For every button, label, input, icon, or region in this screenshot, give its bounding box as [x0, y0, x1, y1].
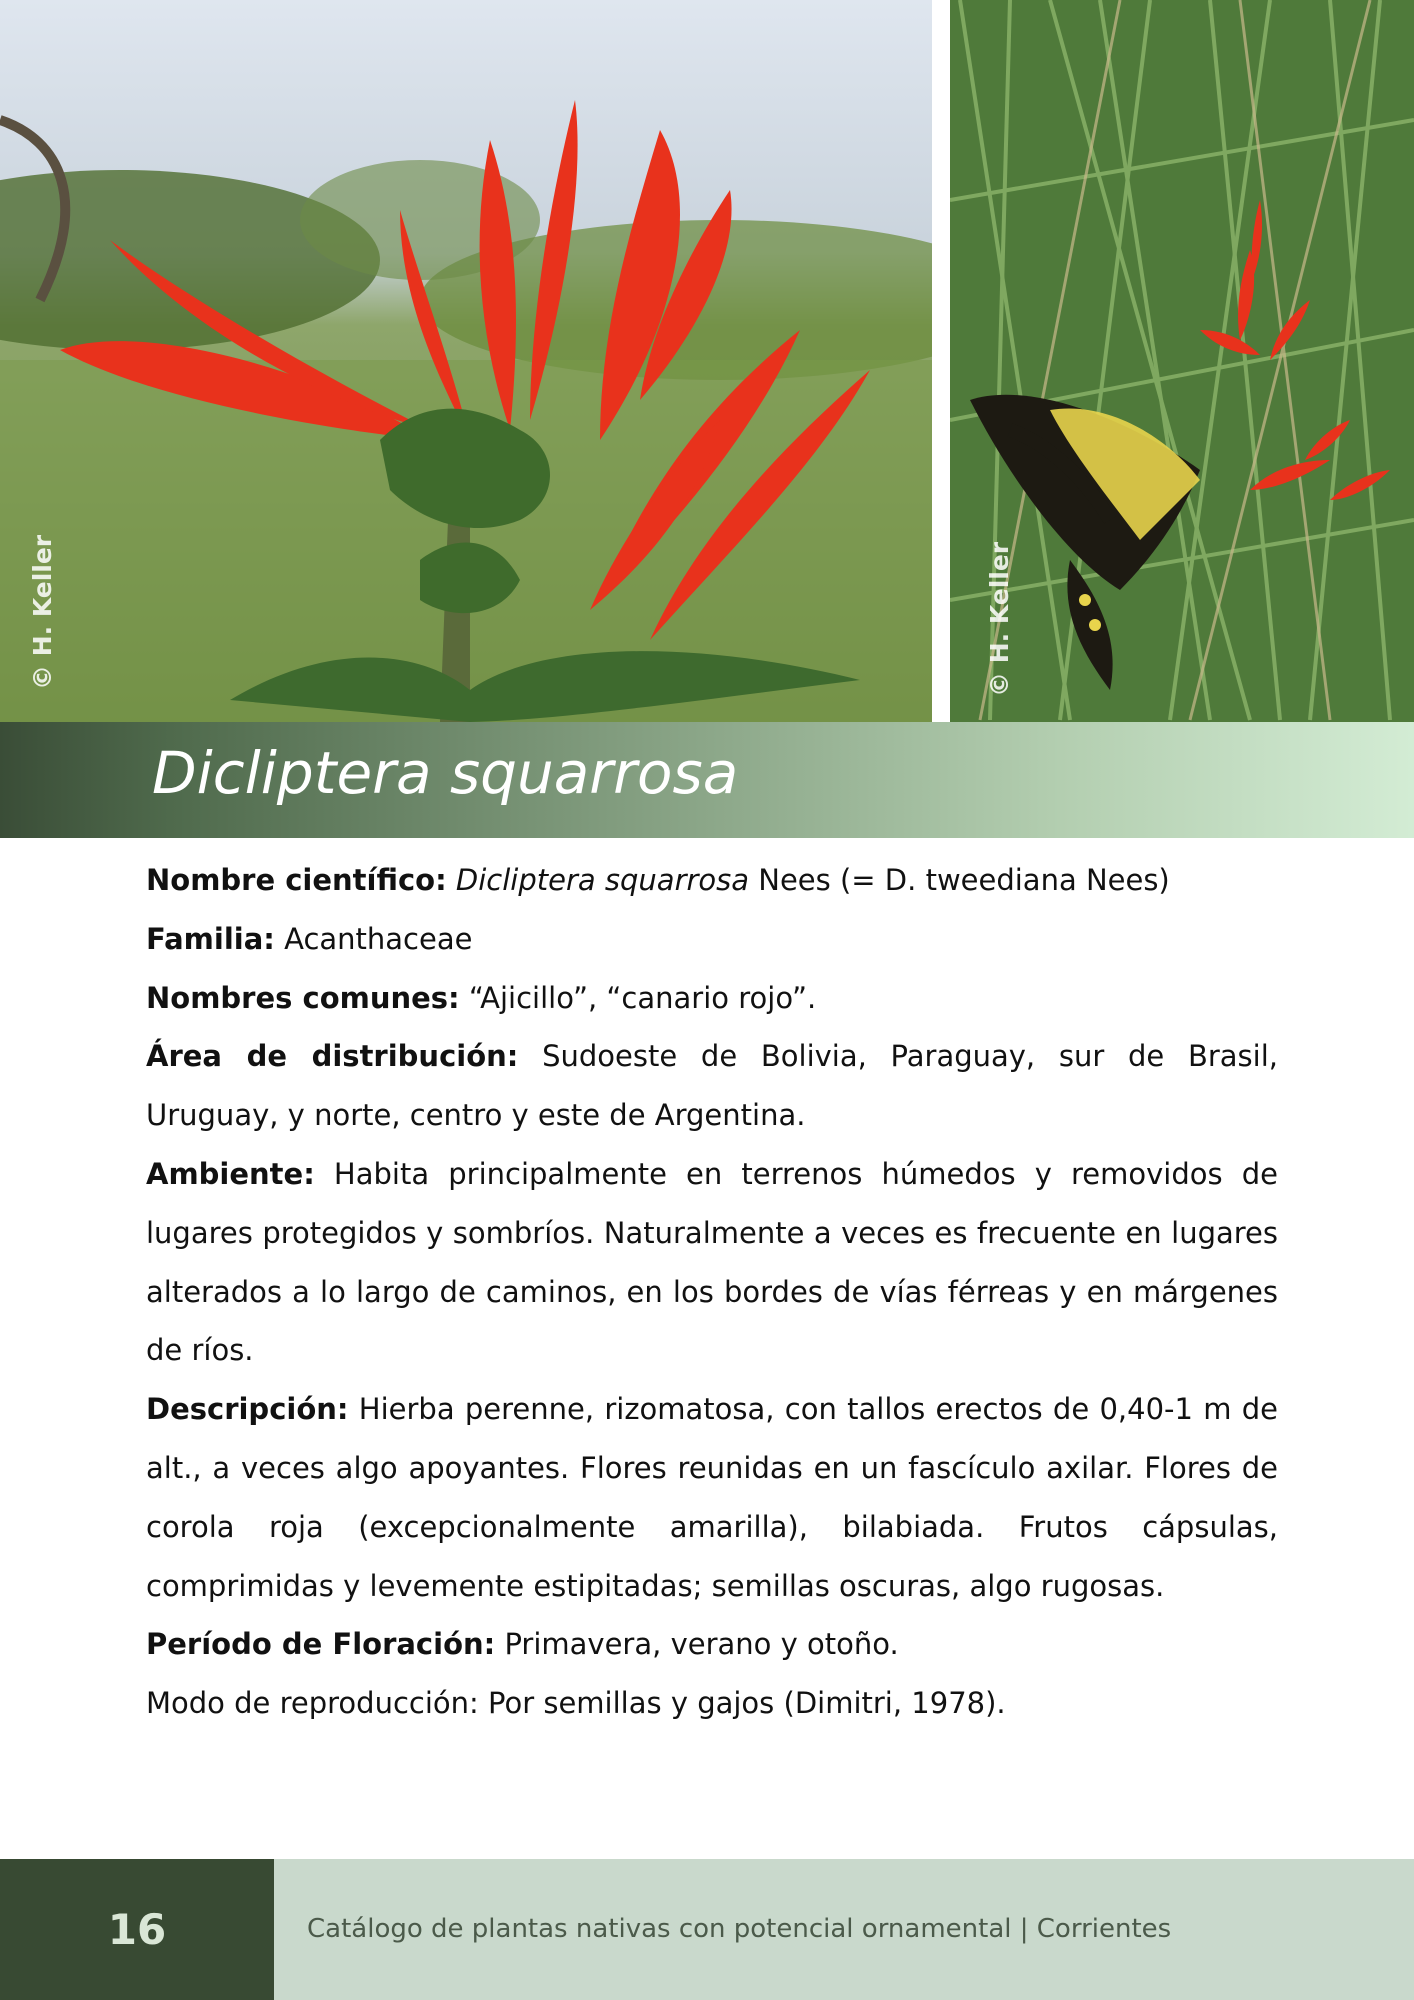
scientific-name-label: Nombre científico: [146, 863, 447, 897]
distribution-label: Área de distribución: [146, 1039, 519, 1074]
footer-text: Catálogo de plantas nativas con potencial ornamental | Corrientes [307, 1914, 1172, 1944]
page-footer [0, 1859, 1414, 2000]
page-number: 16 [107, 1905, 167, 1954]
family-label: Familia: [146, 921, 275, 956]
photo-strip [0, 0, 1414, 722]
scientific-name-line [146, 851, 1278, 910]
title-band [0, 722, 1414, 838]
page-number-box [0, 1859, 274, 2000]
butterfly-photo [950, 0, 1414, 722]
common-names-line [146, 969, 1278, 1028]
description-label: Descripción: [146, 1392, 349, 1427]
distribution-text: Sudoeste de Bolivia, Paraguay, sur de Brasil, Uruguay, y norte, centro y este de Argentina. [146, 1039, 1278, 1133]
habitat-paragraph [146, 1145, 1278, 1380]
photo-credit-right: © H. Keller [985, 541, 1014, 697]
scientific-name-value: Dicliptera squarrosa [455, 863, 750, 897]
family-value: Acanthaceae [274, 921, 473, 956]
flower-photo [0, 0, 932, 722]
habitat-text: Habita principalmente en terrenos húmedos y removidos de lugares protegidos y sombríos. Naturalmente a veces es frecuente en lugares alterados a lo largo de caminos, en los bordes de vías férreas y en márgenes de ríos. [146, 1156, 1278, 1368]
page-title: Dicliptera squarrosa [152, 739, 739, 807]
scientific-name-authority: Nees (= D. tweediana Nees) [749, 863, 1170, 897]
family-line [146, 910, 1278, 969]
flowering-text: Primavera, verano y otoño. [495, 1627, 899, 1662]
flowering-line [146, 1615, 1278, 1674]
distribution-paragraph [146, 1027, 1278, 1145]
common-names-value: “Ajicillo”, “canario rojo”. [459, 980, 817, 1015]
description-text: Hierba perenne, rizomatosa, con tallos erectos de 0,40-1 m de alt., a veces algo apoyantes. Flores reunidas en un fascículo axilar. Flores de corola roja (excepcionalmente amarilla), bilabiada. Frutos cápsulas, comprimidas y levemente estipitadas; semillas oscuras, algo rugosas. [146, 1392, 1278, 1603]
footer-band [274, 1859, 1414, 2000]
photo-credit-left: © H. Keller [28, 534, 57, 690]
flowering-label: Período de Floración: [146, 1627, 496, 1662]
species-description [146, 851, 1278, 1733]
butterfly-photo-image [950, 0, 1414, 722]
description-paragraph [146, 1380, 1278, 1615]
habitat-label: Ambiente: [146, 1156, 315, 1191]
reproduction-line: Modo de reproducción: Por semillas y gajos (Dimitri, 1978). [146, 1686, 1006, 1721]
common-names-label: Nombres comunes: [146, 980, 460, 1015]
flower-photo-image [0, 0, 932, 722]
